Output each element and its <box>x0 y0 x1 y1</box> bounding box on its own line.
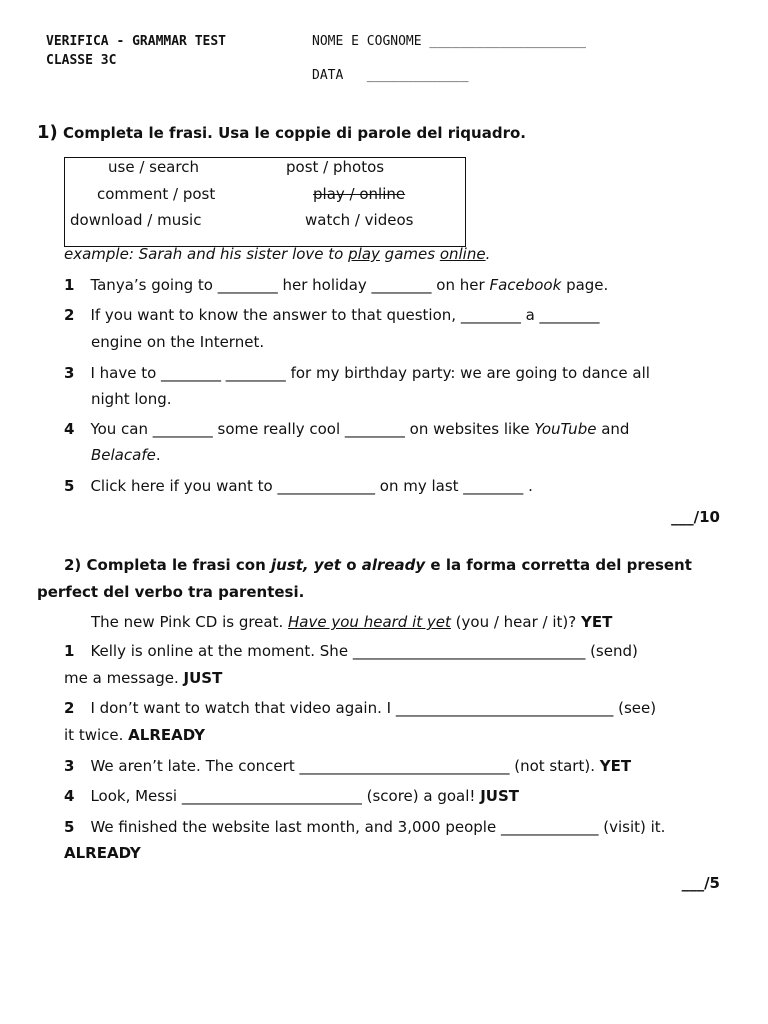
item-text: I don’t want to watch that video again. I _____________________________ (see) <box>90 699 657 717</box>
ex2-item <box>64 641 638 661</box>
item-text: Kelly is online at the moment. She _______________________________ (send) <box>90 642 638 660</box>
word-pair: download / music <box>70 211 202 229</box>
example-answer: Have you heard it yet <box>288 613 451 631</box>
ex2-item <box>64 698 656 718</box>
item-text: it twice. <box>64 726 129 744</box>
item-text: and <box>596 420 630 438</box>
ex1-score: ___/10 <box>671 508 720 526</box>
ex1-item <box>64 476 533 496</box>
ex2-item <box>64 756 631 776</box>
item-text: Look, Messi ________________________ (score) a goal! <box>90 787 481 805</box>
ex1-item <box>64 363 650 383</box>
example-answer: online <box>439 245 486 263</box>
ex2-score: ___/5 <box>681 874 720 892</box>
ex2-item-continuation <box>64 725 205 745</box>
example-text: The new Pink CD is great. <box>91 613 289 631</box>
item-keyword: JUST <box>480 787 519 805</box>
example-text: (you / hear / it)? <box>450 613 581 631</box>
item-text: Tanya’s going to ________ her holiday ________ on her <box>90 276 490 294</box>
ex1-instruction-text: Completa le frasi. Usa le coppie di parole del riquadro. <box>63 124 526 142</box>
item-text: We finished the website last month, and 3,000 people _____________ (visit) it. <box>90 818 666 836</box>
item-number: 4 <box>64 787 75 805</box>
word-pair: use / search <box>108 158 199 176</box>
name-label <box>312 32 586 52</box>
item-number: 5 <box>64 818 75 836</box>
item-keyword: ALREADY <box>128 726 205 744</box>
item-text: We aren’t late. The concert ____________________________ (not start). <box>90 757 600 775</box>
example-answer: play <box>348 245 380 263</box>
item-text: page. <box>561 276 609 294</box>
ex2-instruction-text: e la forma corretta del present <box>425 556 692 574</box>
item-number: 4 <box>64 420 75 438</box>
item-keyword: YET <box>599 757 632 775</box>
example-text: games <box>379 245 440 263</box>
item-number: 5 <box>64 477 75 495</box>
item-text: If you want to know the answer to that question, ________ a ________ <box>90 306 600 324</box>
ex2-item <box>64 786 519 806</box>
example-text: example: Sarah and his sister love to <box>64 245 349 263</box>
name-blank[interactable]: ____________________ <box>429 34 586 49</box>
item-text-italic: YouTube <box>534 420 597 438</box>
word-pair: watch / videos <box>305 211 414 229</box>
ex2-example <box>91 612 612 632</box>
ex1-item <box>64 275 608 295</box>
item-text: me a message. <box>64 669 184 687</box>
ex1-item <box>64 419 629 439</box>
item-number: 3 <box>64 757 75 775</box>
item-number: 1 <box>64 642 75 660</box>
word-pair: comment / post <box>97 185 216 203</box>
item-number: 1 <box>64 276 75 294</box>
example-text: . <box>485 245 491 263</box>
name-label-text: NOME E COGNOME <box>312 34 422 49</box>
item-keyword: JUST <box>183 669 223 687</box>
date-label <box>312 66 469 86</box>
ex1-instruction <box>37 123 526 143</box>
ex2-instruction-text: o <box>340 556 362 574</box>
ex2-instruction-continuation: perfect del verbo tra parentesi. <box>37 583 305 601</box>
item-text: Click here if you want to _____________ on my last ________ . <box>90 477 533 495</box>
item-number: 2 <box>64 306 75 324</box>
date-label-text: DATA <box>312 68 344 83</box>
item-text-italic: Facebook <box>489 276 562 294</box>
example-keyword: YET <box>581 613 613 631</box>
item-text: . <box>155 446 161 464</box>
ex2-item <box>64 817 665 837</box>
ex1-example <box>64 244 490 264</box>
ex2-item-continuation <box>64 668 222 688</box>
item-number: 3 <box>64 364 75 382</box>
ex2-instruction <box>64 555 692 575</box>
word-pair-crossed: play / online <box>313 185 406 203</box>
ex1-item-continuation: engine on the Internet. <box>91 333 265 351</box>
class-label: CLASSE 3C <box>46 53 117 68</box>
ex2-instruction-italic: already <box>361 556 426 574</box>
item-text: I have to ________ ________ for my birthday party: we are going to dance all <box>90 364 650 382</box>
item-number: 2 <box>64 699 75 717</box>
ex2-instruction-text: 2) Completa le frasi con <box>64 556 271 574</box>
ex1-item <box>64 305 600 325</box>
ex2-item-continuation: ALREADY <box>64 844 141 862</box>
word-pair: post / photos <box>286 158 385 176</box>
ex1-item-continuation <box>91 445 161 465</box>
ex1-number: 1) <box>37 122 58 143</box>
ex1-item-continuation: night long. <box>91 390 172 408</box>
ex2-instruction-italic: just, yet <box>271 556 341 574</box>
date-blank[interactable]: _____________ <box>366 68 469 83</box>
test-title: VERIFICA - GRAMMAR TEST <box>46 34 227 49</box>
item-text-italic: Belacafe <box>91 446 156 464</box>
item-text: You can ________ some really cool ________ on websites like <box>90 420 535 438</box>
